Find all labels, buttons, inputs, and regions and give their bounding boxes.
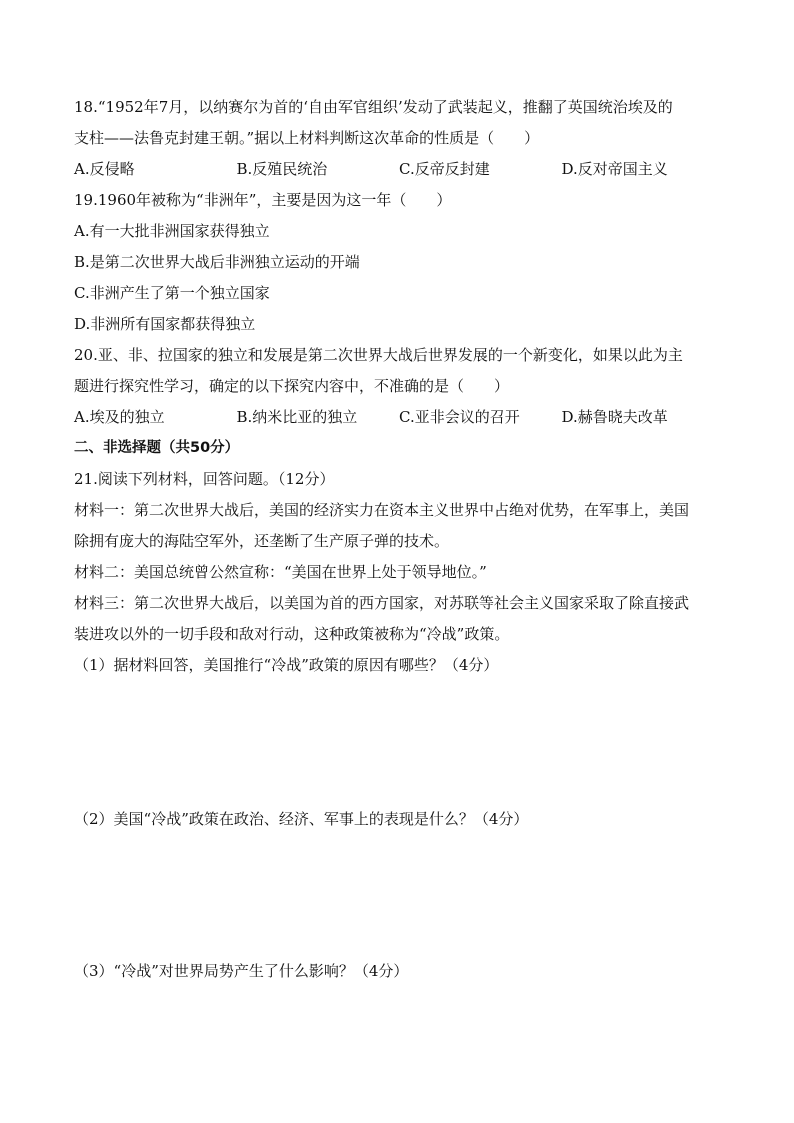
q21-material2: 材料二：美国总统曾公然宣称：“美国在世界上处于领导地位。” — [74, 563, 487, 581]
q18-stem-line2: 支柱——法鲁克封建王朝。”据以上材料判断这次革命的性质是（ ） — [74, 129, 540, 147]
q21-material3-line2: 装进攻以外的一切手段和敌对行动，这种政策被称为“冷战”政策。 — [74, 625, 510, 643]
q20-option-d: D.赫鲁晓夫改革 — [561, 408, 668, 426]
q18-option-b: B.反殖民统治 — [236, 160, 328, 178]
q18-stem-line1: 18.“1952年7月，以纳赛尔为首的‘自由军官组织’发动了武装起义，推翻了英国统治埃及的 — [74, 98, 673, 116]
question-21 — [74, 464, 724, 650]
q19-stem: 19.1960年被称为“非洲年”，主要是因为这一年（ ） — [74, 191, 452, 209]
q21-sub3: （3）“冷战”对世界局势产生了什么影响？（4分） — [74, 962, 409, 980]
q20-option-b: B.纳米比亚的独立 — [236, 408, 358, 426]
q19-option-a: A.有一大批非洲国家获得独立 — [74, 222, 270, 240]
q19-option-d: D.非洲所有国家都获得独立 — [74, 315, 256, 333]
question-18 — [74, 92, 724, 185]
q21-sub1: （1）据材料回答，美国推行“冷战”政策的原因有哪些？（4分） — [74, 656, 499, 674]
q21-material3-line1: 材料三：第二次世界大战后，以美国为首的西方国家，对苏联等社会主义国家采取了除直接武 — [74, 594, 690, 612]
exam-page — [74, 92, 724, 980]
q18-option-d: D.反对帝国主义 — [561, 160, 668, 178]
section-title: 二、非选择题（共50分） — [74, 440, 240, 456]
q20-option-a: A.埃及的独立 — [74, 408, 165, 426]
q20-options — [74, 402, 724, 433]
q18-option-a: A.反侵略 — [74, 160, 135, 178]
question-19 — [74, 185, 724, 340]
q20-option-c: C.亚非会议的召开 — [399, 408, 520, 426]
q21-subquestions — [74, 650, 724, 1100]
q18-option-c: C.反帝反封建 — [399, 160, 490, 178]
q21-material1-line1: 材料一：第二次世界大战后，美国的经济实力在资本主义世界中占绝对优势，在军事上，美国 — [74, 501, 690, 519]
q18-options — [74, 154, 724, 185]
q21-sub2: （2）美国“冷战”政策在政治、经济、军事上的表现是什么？（4分） — [74, 810, 529, 828]
q21-material1-line2: 除拥有庞大的海陆空军外，还垄断了生产原子弹的技术。 — [74, 532, 450, 550]
q20-stem-line1: 20.亚、非、拉国家的独立和发展是第二次世界大战后世界发展的一个新变化，如果以此为主 — [74, 346, 683, 364]
question-20 — [74, 340, 724, 433]
q19-option-b: B.是第二次世界大战后非洲独立运动的开端 — [74, 253, 360, 271]
q19-option-c: C.非洲产生了第一个独立国家 — [74, 284, 270, 302]
q21-stem: 21.阅读下列材料，回答问题。（12分） — [74, 470, 335, 488]
q20-stem-line2: 题进行探究性学习，确定的以下探究内容中，不准确的是（ ） — [74, 377, 510, 395]
